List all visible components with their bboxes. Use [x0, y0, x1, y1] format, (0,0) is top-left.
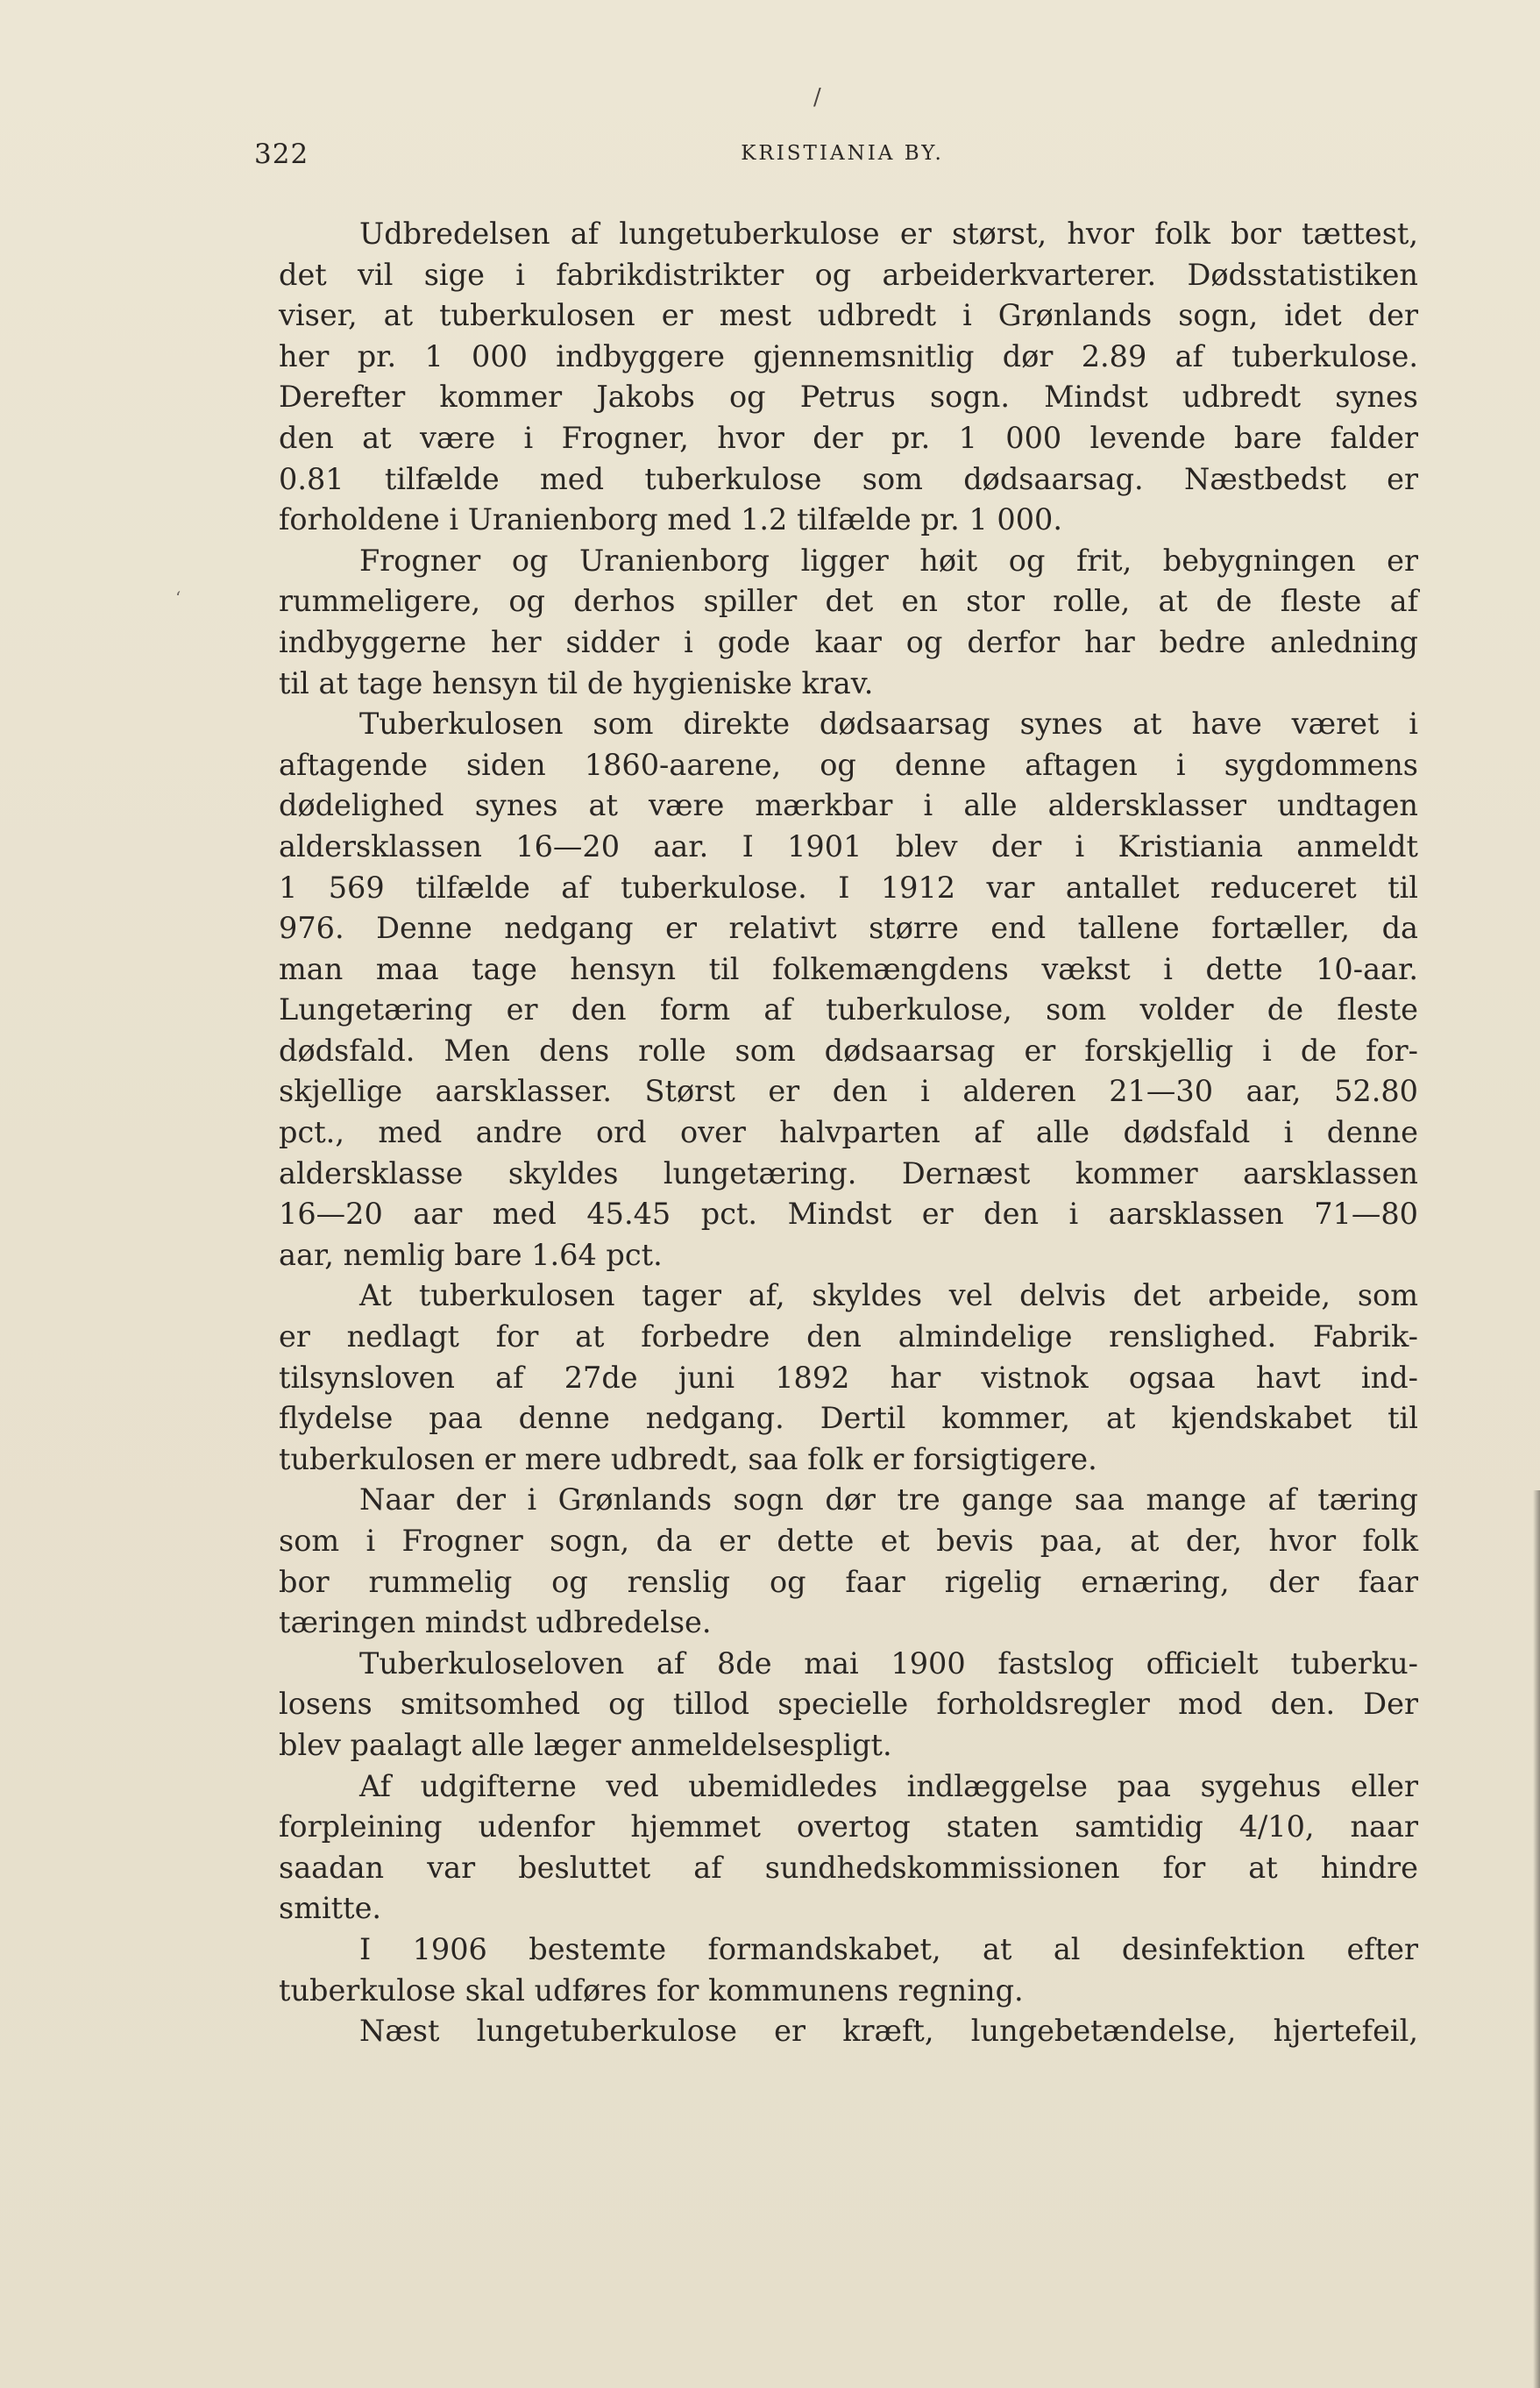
margin-mark: ‘	[175, 587, 181, 608]
body-text	[279, 214, 1418, 2052]
text-line: Af udgifterne ved ubemidledes indlæggelse paa sygehus eller	[359, 1768, 1418, 1803]
text-line: man maa tage hensyn til folkemængdens vækst i dette 10-aar.	[279, 951, 1418, 986]
text-line: som i Frogner sogn, da er dette et bevis paa, at der, hvor folk	[279, 1524, 1418, 1558]
text-line: rummeligere, og derhos spiller det en stor rolle, at de fleste af	[279, 584, 1418, 619]
text-line: er nedlagt for at forbedre den almindelige renslighed. Fabrik-	[279, 1319, 1418, 1354]
text-line: aldersklasse skyldes lungetæring. Dernæst kommer aarsklassen	[279, 1155, 1418, 1190]
text-line: tuberkulosen er mere udbredt, saa folk er forsigtigere.	[279, 1441, 1097, 1476]
text-line: den at være i Frogner, hvor der pr. 1 000 levende bare falder	[279, 420, 1418, 455]
text-line: Frogner og Uranienborg ligger høit og frit, bebygningen er	[359, 543, 1418, 578]
text-line: skjellige aarsklasser. Størst er den i alderen 21—30 aar, 52.80	[279, 1074, 1418, 1109]
text-line: Derefter kommer Jakobs og Petrus sogn. Mindst udbredt synes	[279, 380, 1418, 415]
text-line: aar, nemlig bare 1.64 pct.	[279, 1237, 663, 1272]
page-number: 322	[254, 139, 309, 170]
text-line: tuberkulose skal udføres for kommunens regning.	[279, 1972, 1024, 2008]
text-line: smitte.	[279, 1891, 382, 1926]
text-line: flydelse paa denne nedgang. Dertil kommer, at kjendskabet til	[279, 1401, 1418, 1436]
text-line: bor rummelig og renslig og faar rigelig ernæring, der faar	[279, 1564, 1418, 1599]
text-line: dødsfald. Men dens rolle som dødsaarsag er forskjellig i de for-	[279, 1033, 1418, 1068]
text-line: Udbredelsen af lungetuberkulose er størst, hvor folk bor tættest,	[359, 217, 1418, 251]
text-line: saadan var besluttet af sundhedskommissionen for at hindre	[279, 1850, 1418, 1885]
text-line: Tuberkuloseloven af 8de mai 1900 fastslog officielt tuberku-	[359, 1645, 1418, 1681]
text-line: det vil sige i fabrikdistrikter og arbeiderkvarterer. Dødsstatistiken	[279, 257, 1418, 292]
page-header	[254, 139, 1430, 174]
text-line: forpleining udenfor hjemmet overtog staten samtidig 4/10, naar	[279, 1809, 1418, 1844]
text-line: Naar der i Grønlands sogn dør tre gange saa mange af tæring	[359, 1482, 1418, 1517]
text-line: I 1906 bestemte formandskabet, at al desinfektion efter	[359, 1931, 1418, 1966]
text-line: dødelighed synes at være mærkbar i alle aldersklasser undtagen	[279, 788, 1418, 823]
text-line: aldersklassen 16—20 aar. I 1901 blev der i Kristiania anmeldt	[279, 828, 1418, 864]
text-line: viser, at tuberkulosen er mest udbredt i Grønlands sogn, idet der	[279, 298, 1418, 333]
text-line: Lungetæring er den form af tuberkulose, som volder de fleste	[279, 992, 1418, 1027]
text-line: Næst lungetuberkulose er kræft, lungebetændelse, hjertefeil,	[359, 2014, 1418, 2049]
text-line: til at tage hensyn til de hygieniske krav.	[279, 665, 874, 700]
text-line: aftagende siden 1860-aarene, og denne aftagen i sygdommens	[279, 747, 1418, 782]
text-line: pct., med andre ord over halvparten af alle dødsfald i denne	[279, 1115, 1418, 1150]
text-line: tilsynsloven af 27de juni 1892 har vistnok ogsaa havt ind-	[279, 1360, 1418, 1395]
text-line: forholdene i Uranienborg med 1.2 tilfælde pr. 1 000.	[279, 502, 1062, 537]
text-line: losens smitsomhed og tillod specielle forholdsregler mod den. Der	[279, 1687, 1418, 1722]
pencil-mark: /	[813, 84, 821, 110]
text-line: At tuberkulosen tager af, skyldes vel delvis det arbeide, som	[359, 1278, 1418, 1313]
text-line: indbyggerne her sidder i gode kaar og derfor har bedre anledning	[279, 624, 1418, 659]
text-line: her pr. 1 000 indbyggere gjennemsnitlig dør 2.89 af tuberkulose.	[279, 338, 1418, 373]
text-line: 16—20 aar med 45.45 pct. Mindst er den i aarsklassen 71—80	[279, 1197, 1418, 1232]
page-edge-shadow	[1533, 1490, 1540, 2388]
text-line: tæringen mindst udbredelse.	[279, 1605, 712, 1640]
text-line: blev paalagt alle læger anmeldelsespligt.	[279, 1727, 892, 1762]
text-line: 976. Denne nedgang er relativt større end tallene fortæller, da	[279, 911, 1418, 946]
text-line: 0.81 tilfælde med tuberkulose som dødsaarsag. Næstbedst er	[279, 461, 1418, 496]
text-line: Tuberkulosen som direkte dødsaarsag synes at have været i	[359, 707, 1418, 742]
text-line: 1 569 tilfælde af tuberkulose. I 1912 var antallet reduceret til	[279, 870, 1418, 905]
running-head: KRISTIANIA BY.	[741, 142, 944, 165]
